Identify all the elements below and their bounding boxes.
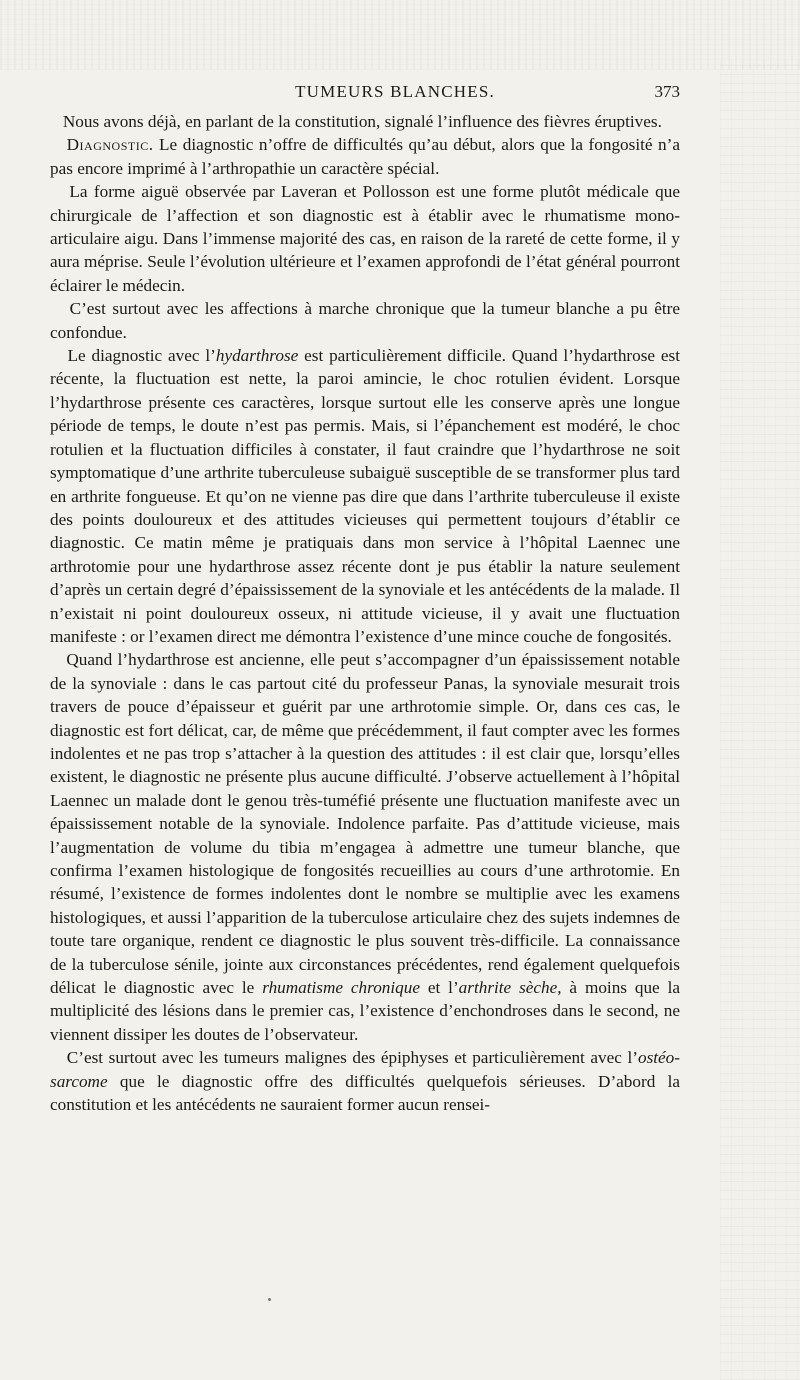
ink-speck (268, 1298, 271, 1301)
paragraph-6 (50, 648, 680, 1046)
paragraph-6-after: , à moins que la multiplicité des lésions dans le premier cas, l’existence d’enchondroses dans le second, ne viennent dissiper les doutes de l’observateur. (50, 978, 680, 1044)
term-osteo-sarcome: ostéo-sarcome (50, 1048, 681, 1091)
paragraph-5-before: Le diagnostic avec l’ (67, 346, 216, 366)
term-rhumatisme-chronique: rhumatisme chronique (262, 978, 420, 998)
paragraph-1 (50, 110, 680, 133)
paragraph-7-after: que le diagnostic offre des difficultés quelquefois sérieuses. D’abord la constitution et les antécédents ne sauraient former aucun rensei- (50, 1071, 680, 1115)
paragraph-1-text: Nous avons déjà, en parlant de la constitution, signalé l’influence des fièvres éruptives. (62, 112, 662, 131)
paragraph-5-after: est particulièrement difficile. Quand l’hydarthrose est récente, la fluctuation est nette, la paroi amincie, le choc rotulien évident. Lorsque l’hydarthrose présente ces caractères, lorsque surtout elle les conserve après une longue période de temps, le doute n’est pas permis. Mais, si l’épanchement est modéré, le choc rotulien et la fluctuation difficiles à constater, il faut craindre que l’hydarthrose ne soit symptomatique d’une arthrite tuberculeuse subaiguë susceptible de se transformer plus tard en arthrite fongueuse. Et qu’on ne vienne pas dire que dans l’arthrite tuberculeuse il existe des points douloureux et des attitudes vicieuses qui permettent toujours d’établir ce diagnostic. Ce matin même je pratiquais dans mon service à l’hôpital Laennec une arthrotomie pour une hydarthrose assez récente dont je pus établir la nature seulement d’après un certain degré d’épaississement de la synoviale et les antécédents de la malade. Il n’existait ni point douloureux osseux, ni attitude vicieuse, il y avait une fluctuation manifeste : or l’examen direct me démontra l’existence d’une mince couche de fongosités. (50, 346, 680, 646)
body-text (50, 110, 680, 1116)
paragraph-2-text: Le diagnostic n’offre de difficultés qu’au début, alors que la fongosité n’a pas encore imprimé à l’arthropathie un caractère spécial. (50, 135, 680, 178)
paragraph-6-before: Quand l’hydarthrose est ancienne, elle peut s’accompagner d’un épaississement notable de la synoviale : dans le cas partout cité du professeur Panas, la synoviale mesurait trois travers de pouce d’épaisseur et guérit par une arthrotomie simple. Or, dans ces cas, le diagnostic est fort délicat, car, de même que précédemment, il faut compter avec les formes indolentes et ne pas trop s’attacher à la question des attitudes : il est clair que, lorsqu’elles existent, le diagnostic ne présente plus aucune difficulté. J’observe actuellement à l’hôpital Laennec un malade dont le genou très-tuméfié présente une fluctuation manifeste avec un épaississement notable de la synoviale. Indolence parfaite. Pas d’attitude vicieuse, mais l’augmentation de volume du tibia m’engagea à admettre une tumeur blanche, que confirma l’examen histologique de fongosités recueillies au cours d’une arthrotomie. En résumé, l’existence de formes indolentes dont le nombre se multiplie avec les examens histologiques, et aussi l’apparition de la tuberculose articulaire chez des sujets indemnes de toute tare organique, rendent ce diagnostic le plus souvent très-difficile. La connaissance de la tuberculose sénile, jointe aux circonstances précédentes, rend également quelquefois délicat le diagnostic avec le (50, 650, 680, 998)
paragraph-7-before: C’est surtout avec les tumeurs malignes des épiphyses et particulièrement avec l’ (66, 1048, 638, 1068)
paragraph-5 (50, 344, 680, 648)
paragraph-2 (50, 133, 680, 180)
paragraph-3 (50, 180, 680, 297)
paragraph-4 (50, 297, 680, 344)
paragraph-3-text: La forme aiguë observée par Laveran et Pollosson est une forme plutôt médicale que chirurgicale de l’affection et son diagnostic est à établir avec le rhumatisme mono-articulaire aigu. Dans l’immense majorité des cas, en raison de la rareté de cette forme, il y aura méprise. Seule l’évolution ultérieure et l’examen approfondi de l’état général pourront éclairer le médecin. (50, 182, 681, 295)
running-title: TUMEURS BLANCHES. (295, 82, 495, 101)
scan-noise-margin (720, 60, 800, 1380)
section-lead-diagnostic: Diagnostic. (66, 135, 154, 155)
paragraph-4-text: C’est surtout avec les affections à marche chronique que la tumeur blanche a pu être confondue. (50, 299, 681, 342)
paragraph-6-middle: et l’ (419, 978, 459, 998)
term-hydarthrose: hydarthrose (215, 346, 299, 366)
scan-noise-top (0, 0, 800, 70)
paragraph-7 (50, 1046, 680, 1116)
term-arthrite-seche: arthrite sèche (458, 978, 558, 998)
page-number: 373 (654, 82, 680, 101)
running-head (50, 82, 680, 106)
